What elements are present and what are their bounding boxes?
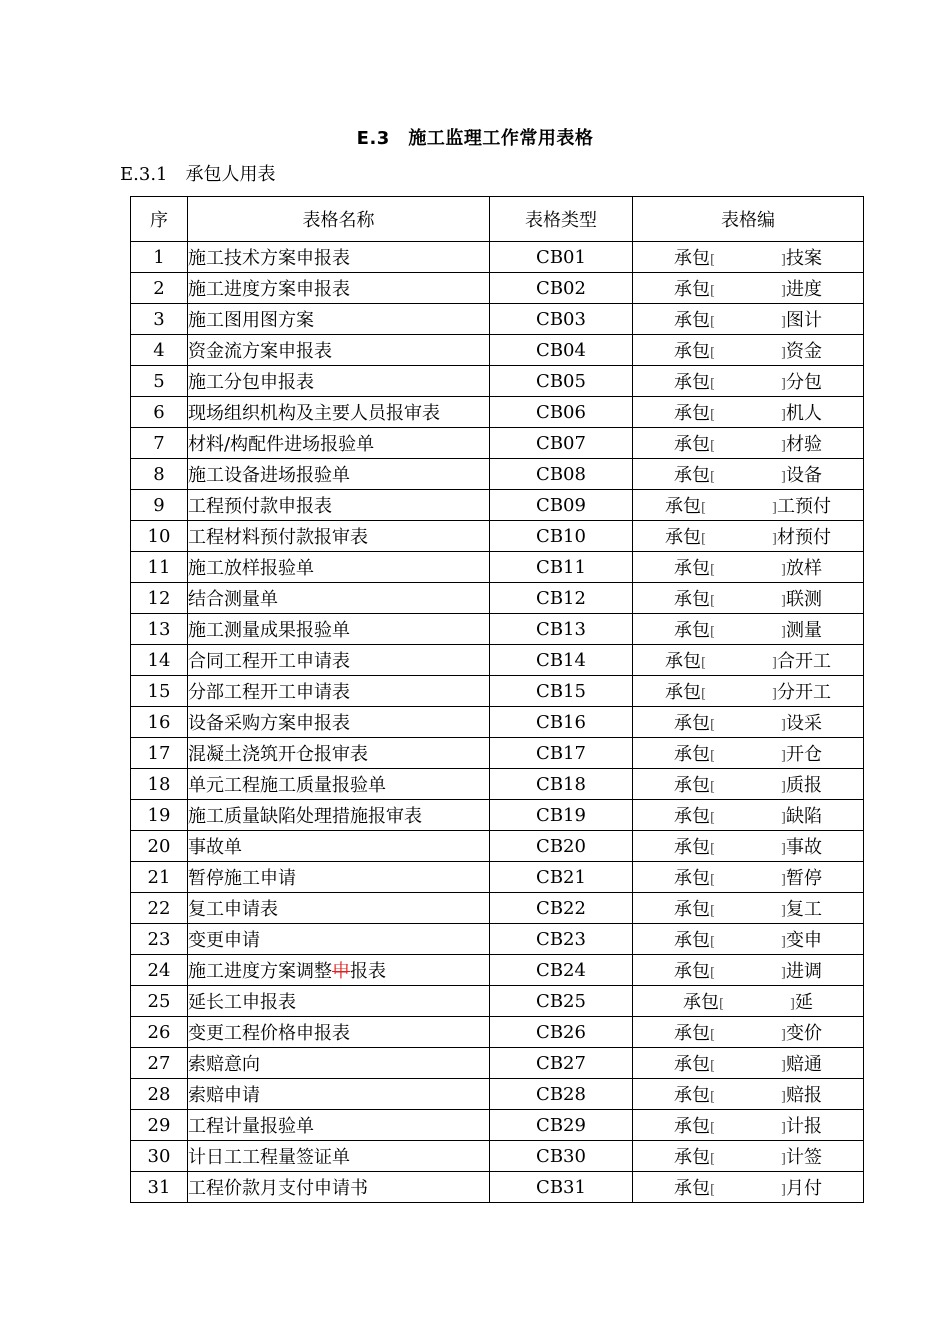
cell-name: 混凝土浇筑开仓报审表 <box>188 738 490 769</box>
bracket-close: ] <box>780 811 786 826</box>
cell-name: 分部工程开工申请表 <box>188 676 490 707</box>
code-suffix: 机人 <box>786 403 822 424</box>
code-suffix: 图计 <box>786 310 822 331</box>
cell-no: 19 <box>131 800 188 831</box>
cell-name: 变更申请 <box>188 924 490 955</box>
code-suffix: 材验 <box>786 434 822 455</box>
cell-type: CB30 <box>490 1141 633 1172</box>
subsection-heading: E.3.1 承包人用表 <box>120 164 276 185</box>
cell-code <box>633 645 864 676</box>
table-row <box>131 738 864 769</box>
bracket-close: ] <box>780 284 786 299</box>
table-row <box>131 1110 864 1141</box>
cell-code <box>633 738 864 769</box>
header-type: 表格类型 <box>490 197 633 242</box>
bracket-open: [ <box>710 1090 716 1105</box>
bracket-open: [ <box>710 966 716 981</box>
bracket-close: ] <box>780 470 786 485</box>
bracket-close: ] <box>780 563 786 578</box>
table-row <box>131 800 864 831</box>
code-suffix: 赔报 <box>786 1085 822 1106</box>
cell-type: CB20 <box>490 831 633 862</box>
bracket-close: ] <box>771 501 777 516</box>
cell-no: 27 <box>131 1048 188 1079</box>
cell-no: 6 <box>131 397 188 428</box>
table-row <box>131 304 864 335</box>
table-row <box>131 831 864 862</box>
table-header <box>131 197 864 242</box>
bracket-open: [ <box>701 501 707 516</box>
cell-code <box>633 1079 864 1110</box>
code-prefix: 承包 <box>674 310 710 331</box>
cell-no: 7 <box>131 428 188 459</box>
cell-code <box>633 707 864 738</box>
cell-code <box>633 490 864 521</box>
code-prefix: 承包 <box>665 527 701 548</box>
cell-no: 22 <box>131 893 188 924</box>
code-suffix: 测量 <box>786 620 822 641</box>
cell-code <box>633 1172 864 1203</box>
code-prefix: 承包 <box>674 868 710 889</box>
bracket-open: [ <box>710 315 716 330</box>
forms-table <box>130 196 864 1203</box>
code-prefix: 承包 <box>674 1054 710 1075</box>
bracket-open: [ <box>710 935 716 950</box>
code-prefix: 承包 <box>665 496 701 517</box>
table-row <box>131 1172 864 1203</box>
cell-name: 工程材料预付款报审表 <box>188 521 490 552</box>
cell-type: CB09 <box>490 490 633 521</box>
code-suffix: 赔通 <box>786 1054 822 1075</box>
table-row <box>131 676 864 707</box>
bracket-open: [ <box>710 284 716 299</box>
bracket-open: [ <box>710 377 716 392</box>
code-prefix: 承包 <box>674 558 710 579</box>
code-prefix: 承包 <box>674 1023 710 1044</box>
cell-code <box>633 1110 864 1141</box>
bracket-open: [ <box>710 1059 716 1074</box>
code-prefix: 承包 <box>674 713 710 734</box>
cell-code <box>633 552 864 583</box>
bracket-close: ] <box>780 315 786 330</box>
cell-type: CB17 <box>490 738 633 769</box>
code-prefix: 承包 <box>674 434 710 455</box>
cell-code <box>633 304 864 335</box>
code-suffix: 质报 <box>786 775 822 796</box>
code-prefix: 承包 <box>674 1178 710 1199</box>
code-prefix: 承包 <box>674 930 710 951</box>
cell-code <box>633 397 864 428</box>
cell-no: 24 <box>131 955 188 986</box>
code-prefix: 承包 <box>674 775 710 796</box>
cell-no: 17 <box>131 738 188 769</box>
cell-code <box>633 831 864 862</box>
code-prefix: 承包 <box>674 961 710 982</box>
table-row <box>131 707 864 738</box>
header-no: 序 <box>131 197 188 242</box>
code-suffix: 放样 <box>786 558 822 579</box>
cell-code <box>633 769 864 800</box>
cell-name: 施工技术方案申报表 <box>188 242 490 273</box>
cell-name: 施工进度方案申报表 <box>188 273 490 304</box>
bracket-close: ] <box>780 935 786 950</box>
code-prefix: 承包 <box>674 403 710 424</box>
bracket-close: ] <box>780 1028 786 1043</box>
table-body <box>131 242 864 1203</box>
cell-no: 31 <box>131 1172 188 1203</box>
cell-name: 单元工程施工质量报验单 <box>188 769 490 800</box>
bracket-open: [ <box>710 780 716 795</box>
cell-code <box>633 924 864 955</box>
cell-name: 结合测量单 <box>188 583 490 614</box>
code-suffix: 合开工 <box>777 651 831 672</box>
cell-type: CB29 <box>490 1110 633 1141</box>
bracket-open: [ <box>701 656 707 671</box>
cell-no: 29 <box>131 1110 188 1141</box>
cell-type: CB19 <box>490 800 633 831</box>
cell-name: 材料/构配件进场报验单 <box>188 428 490 459</box>
table-row <box>131 1017 864 1048</box>
bracket-close: ] <box>780 408 786 423</box>
cell-code <box>633 862 864 893</box>
bracket-close: ] <box>780 625 786 640</box>
bracket-close: ] <box>789 997 795 1012</box>
code-prefix: 承包 <box>674 341 710 362</box>
cell-type: CB02 <box>490 273 633 304</box>
bracket-open: [ <box>710 563 716 578</box>
cell-name: 索赔意向 <box>188 1048 490 1079</box>
header-name: 表格名称 <box>188 197 490 242</box>
code-prefix: 承包 <box>674 589 710 610</box>
table-row <box>131 769 864 800</box>
code-prefix: 承包 <box>665 651 701 672</box>
cell-no: 10 <box>131 521 188 552</box>
cell-no: 28 <box>131 1079 188 1110</box>
bracket-open: [ <box>701 687 707 702</box>
cell-name: 施工放样报验单 <box>188 552 490 583</box>
cell-no: 20 <box>131 831 188 862</box>
cell-name: 现场组织机构及主要人员报审表 <box>188 397 490 428</box>
cell-type: CB07 <box>490 428 633 459</box>
cell-no: 30 <box>131 1141 188 1172</box>
section-heading: E.3 施工监理工作常用表格 <box>356 128 594 149</box>
cell-name: 施工质量缺陷处理措施报审表 <box>188 800 490 831</box>
bracket-open: [ <box>710 718 716 733</box>
bracket-close: ] <box>780 718 786 733</box>
code-prefix: 承包 <box>674 806 710 827</box>
cell-type: CB06 <box>490 397 633 428</box>
code-suffix: 分开工 <box>777 682 831 703</box>
code-suffix: 材预付 <box>777 527 831 548</box>
cell-code <box>633 893 864 924</box>
cell-no: 18 <box>131 769 188 800</box>
table-row <box>131 490 864 521</box>
bracket-open: [ <box>710 439 716 454</box>
bracket-open: [ <box>710 253 716 268</box>
cell-type: CB11 <box>490 552 633 583</box>
table-row <box>131 583 864 614</box>
table-row <box>131 614 864 645</box>
bracket-open: [ <box>710 594 716 609</box>
cell-name: 复工申请表 <box>188 893 490 924</box>
cell-name: 施工测量成果报验单 <box>188 614 490 645</box>
bracket-open: [ <box>710 873 716 888</box>
bracket-close: ] <box>771 687 777 702</box>
code-suffix: 月付 <box>786 1178 822 1199</box>
bracket-open: [ <box>710 904 716 919</box>
bracket-open: [ <box>710 1152 716 1167</box>
cell-no: 4 <box>131 335 188 366</box>
bracket-close: ] <box>780 1152 786 1167</box>
bracket-close: ] <box>771 656 777 671</box>
cell-no: 23 <box>131 924 188 955</box>
cell-code <box>633 428 864 459</box>
cell-code <box>633 955 864 986</box>
cell-code <box>633 676 864 707</box>
bracket-close: ] <box>771 532 777 547</box>
name-text-after: 报表 <box>350 961 386 982</box>
bracket-open: [ <box>710 408 716 423</box>
bracket-close: ] <box>780 842 786 857</box>
bracket-close: ] <box>780 253 786 268</box>
code-suffix: 开仓 <box>786 744 822 765</box>
cell-type: CB13 <box>490 614 633 645</box>
code-prefix: 承包 <box>665 682 701 703</box>
cell-no: 21 <box>131 862 188 893</box>
code-prefix: 承包 <box>674 1085 710 1106</box>
cell-name: 事故单 <box>188 831 490 862</box>
table-row <box>131 1141 864 1172</box>
code-suffix: 计报 <box>786 1116 822 1137</box>
cell-code <box>633 614 864 645</box>
cell-type: CB23 <box>490 924 633 955</box>
bracket-close: ] <box>780 1059 786 1074</box>
code-suffix: 延 <box>795 992 813 1013</box>
cell-name: 工程价款月支付申请书 <box>188 1172 490 1203</box>
table-row <box>131 645 864 676</box>
cell-no: 3 <box>131 304 188 335</box>
cell-type: CB21 <box>490 862 633 893</box>
cell-code <box>633 1017 864 1048</box>
code-suffix: 事故 <box>786 837 822 858</box>
table-row <box>131 552 864 583</box>
cell-type: CB26 <box>490 1017 633 1048</box>
cell-name: 延长工申报表 <box>188 986 490 1017</box>
header-code: 表格编 <box>633 197 864 242</box>
bracket-open: [ <box>710 470 716 485</box>
code-prefix: 承包 <box>674 744 710 765</box>
cell-type: CB25 <box>490 986 633 1017</box>
code-prefix: 承包 <box>674 248 710 269</box>
bracket-close: ] <box>780 1183 786 1198</box>
cell-code <box>633 1048 864 1079</box>
cell-no: 8 <box>131 459 188 490</box>
table-row <box>131 924 864 955</box>
table-row <box>131 893 864 924</box>
cell-no: 15 <box>131 676 188 707</box>
cell-no: 2 <box>131 273 188 304</box>
bracket-close: ] <box>780 1121 786 1136</box>
bracket-open: [ <box>710 1121 716 1136</box>
table-row <box>131 397 864 428</box>
cell-name: 资金流方案申报表 <box>188 335 490 366</box>
cell-no: 16 <box>131 707 188 738</box>
bracket-close: ] <box>780 749 786 764</box>
cell-code <box>633 242 864 273</box>
code-suffix: 暂停 <box>786 868 822 889</box>
bracket-open: [ <box>710 1183 716 1198</box>
cell-type: CB27 <box>490 1048 633 1079</box>
cell-type: CB14 <box>490 645 633 676</box>
bracket-open: [ <box>710 346 716 361</box>
cell-type: CB18 <box>490 769 633 800</box>
table-row <box>131 1079 864 1110</box>
code-prefix: 承包 <box>683 992 719 1013</box>
cell-name: 索赔申请 <box>188 1079 490 1110</box>
table-row <box>131 366 864 397</box>
cell-code <box>633 986 864 1017</box>
cell-name: 工程计量报验单 <box>188 1110 490 1141</box>
code-suffix: 变价 <box>786 1023 822 1044</box>
cell-name: 工程预付款申报表 <box>188 490 490 521</box>
cell-no: 12 <box>131 583 188 614</box>
bracket-close: ] <box>780 780 786 795</box>
cell-name: 施工分包申报表 <box>188 366 490 397</box>
table-row <box>131 459 864 490</box>
bracket-close: ] <box>780 346 786 361</box>
table-row <box>131 1048 864 1079</box>
cell-code <box>633 1141 864 1172</box>
cell-type: CB15 <box>490 676 633 707</box>
code-prefix: 承包 <box>674 1116 710 1137</box>
code-suffix: 分包 <box>786 372 822 393</box>
table-row <box>131 242 864 273</box>
bracket-open: [ <box>701 532 707 547</box>
cell-type: CB03 <box>490 304 633 335</box>
cell-code <box>633 459 864 490</box>
cell-type: CB12 <box>490 583 633 614</box>
cell-type: CB16 <box>490 707 633 738</box>
bracket-close: ] <box>780 439 786 454</box>
code-suffix: 变申 <box>786 930 822 951</box>
bracket-close: ] <box>780 1090 786 1105</box>
table-row <box>131 862 864 893</box>
code-suffix: 设采 <box>786 713 822 734</box>
cell-code <box>633 583 864 614</box>
bracket-open: [ <box>710 1028 716 1043</box>
cell-name: 计日工工程量签证单 <box>188 1141 490 1172</box>
code-prefix: 承包 <box>674 372 710 393</box>
bracket-open: [ <box>710 842 716 857</box>
cell-no: 26 <box>131 1017 188 1048</box>
cell-type: CB10 <box>490 521 633 552</box>
bracket-close: ] <box>780 873 786 888</box>
bracket-open: [ <box>710 811 716 826</box>
code-prefix: 承包 <box>674 465 710 486</box>
cell-no: 25 <box>131 986 188 1017</box>
cell-type: CB05 <box>490 366 633 397</box>
code-prefix: 承包 <box>674 620 710 641</box>
bracket-open: [ <box>710 625 716 640</box>
table-row <box>131 986 864 1017</box>
table-row <box>131 428 864 459</box>
cell-no: 13 <box>131 614 188 645</box>
cell-name: 变更工程价格申报表 <box>188 1017 490 1048</box>
cell-no: 9 <box>131 490 188 521</box>
struck-text: 申 <box>332 961 350 982</box>
bracket-open: [ <box>710 749 716 764</box>
cell-name: 施工图用图方案 <box>188 304 490 335</box>
code-prefix: 承包 <box>674 279 710 300</box>
bracket-close: ] <box>780 904 786 919</box>
cell-name: 施工设备进场报验单 <box>188 459 490 490</box>
table-row <box>131 521 864 552</box>
code-suffix: 工预付 <box>777 496 831 517</box>
code-suffix: 联测 <box>786 589 822 610</box>
code-suffix: 资金 <box>786 341 822 362</box>
cell-type: CB31 <box>490 1172 633 1203</box>
bracket-close: ] <box>780 594 786 609</box>
cell-no: 1 <box>131 242 188 273</box>
code-suffix: 计签 <box>786 1147 822 1168</box>
cell-no: 14 <box>131 645 188 676</box>
bracket-open: [ <box>719 997 725 1012</box>
name-text: 施工进度方案调整 <box>188 961 332 982</box>
cell-name: 合同工程开工申请表 <box>188 645 490 676</box>
code-suffix: 缺陷 <box>786 806 822 827</box>
cell-type: CB24 <box>490 955 633 986</box>
code-suffix: 复工 <box>786 899 822 920</box>
table-row <box>131 273 864 304</box>
table-row <box>131 955 864 986</box>
cell-code <box>633 366 864 397</box>
code-prefix: 承包 <box>674 899 710 920</box>
cell-no: 11 <box>131 552 188 583</box>
cell-code <box>633 335 864 366</box>
cell-type: CB22 <box>490 893 633 924</box>
cell-name: 设备采购方案申报表 <box>188 707 490 738</box>
code-prefix: 承包 <box>674 837 710 858</box>
cell-code <box>633 273 864 304</box>
code-suffix: 技案 <box>786 248 822 269</box>
cell-type: CB01 <box>490 242 633 273</box>
code-prefix: 承包 <box>674 1147 710 1168</box>
code-suffix: 进调 <box>786 961 822 982</box>
cell-code <box>633 521 864 552</box>
bracket-close: ] <box>780 966 786 981</box>
table-row <box>131 335 864 366</box>
cell-type: CB28 <box>490 1079 633 1110</box>
bracket-close: ] <box>780 377 786 392</box>
cell-no: 5 <box>131 366 188 397</box>
cell-type: CB04 <box>490 335 633 366</box>
cell-type: CB08 <box>490 459 633 490</box>
cell-code <box>633 800 864 831</box>
code-suffix: 进度 <box>786 279 822 300</box>
code-suffix: 设备 <box>786 465 822 486</box>
cell-name: 暂停施工申请 <box>188 862 490 893</box>
cell-name <box>188 955 490 986</box>
